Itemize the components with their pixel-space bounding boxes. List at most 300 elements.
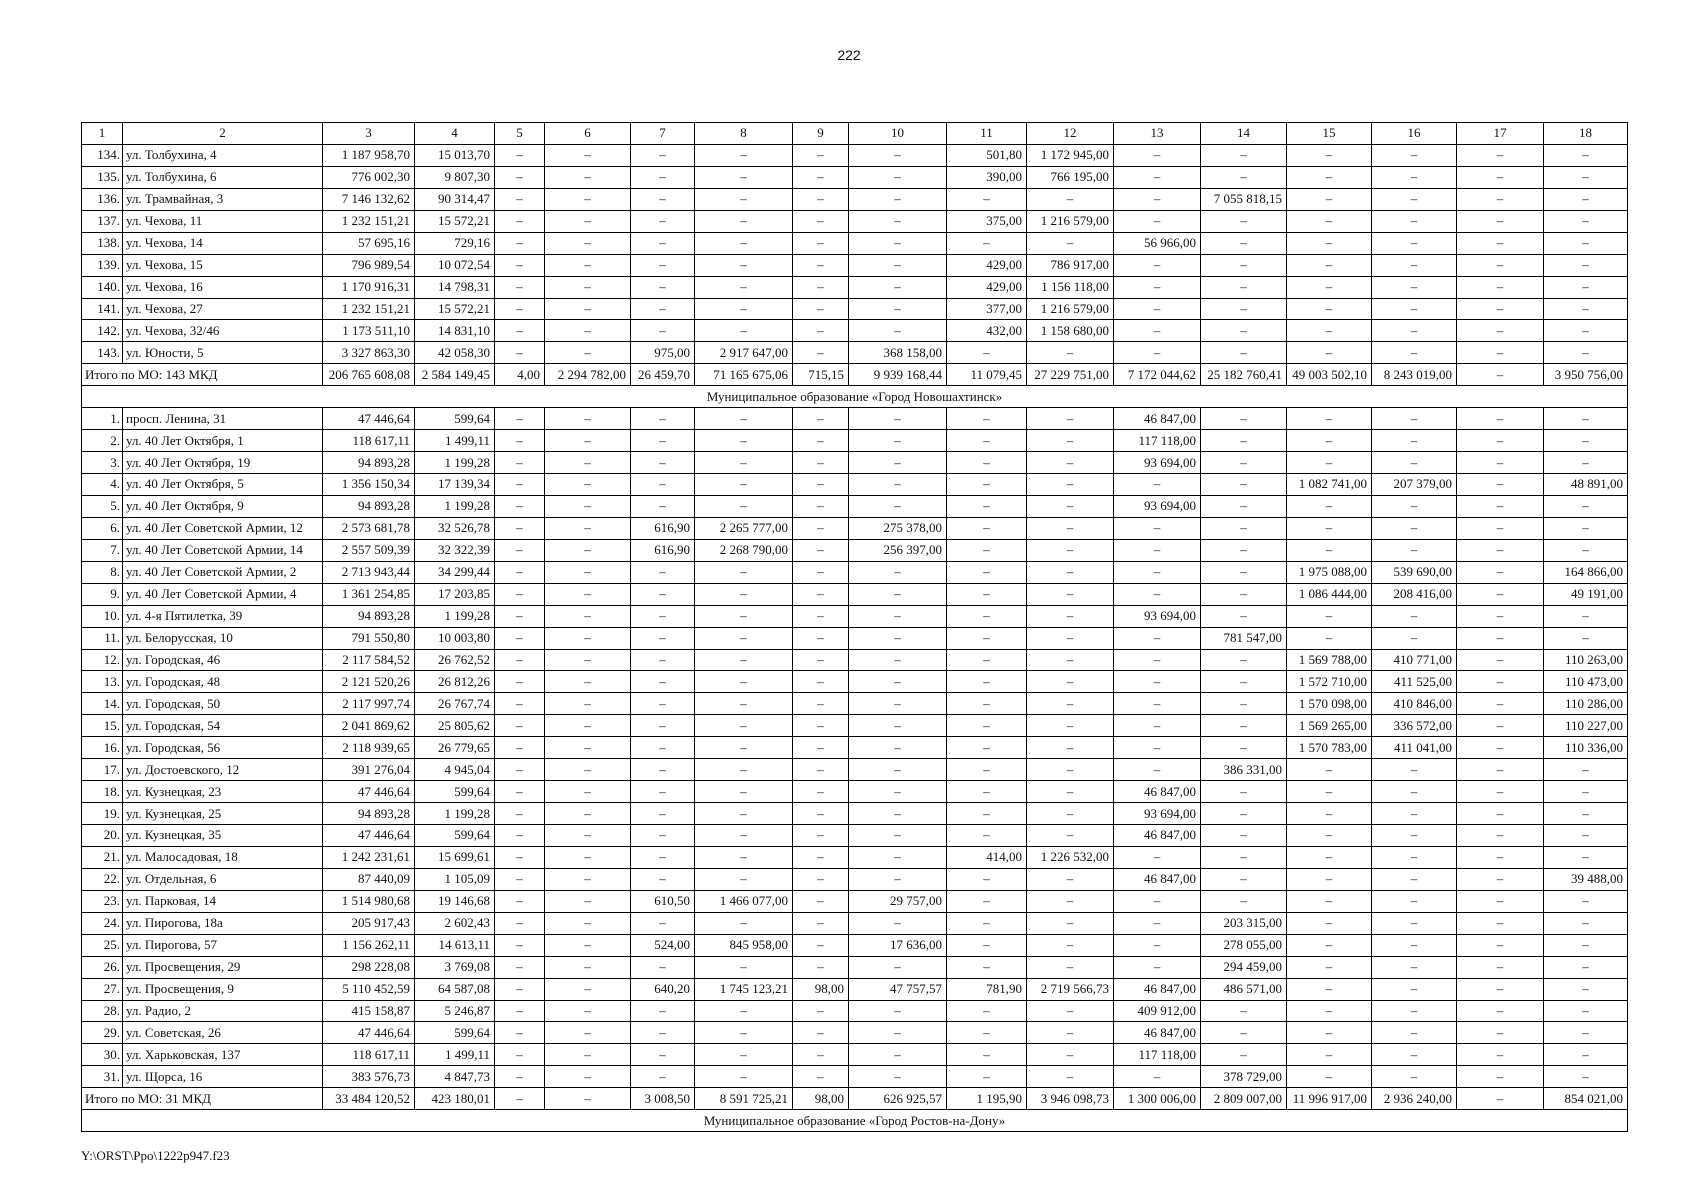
value-cell: – (495, 737, 545, 759)
value-cell: – (793, 627, 849, 649)
address-cell: ул. Щорса, 16 (123, 1066, 323, 1088)
value-cell: – (1114, 210, 1201, 232)
value-cell: – (947, 956, 1027, 978)
value-cell: 729,16 (415, 232, 495, 254)
value-cell: – (1201, 452, 1287, 474)
value-cell: – (545, 934, 631, 956)
row-number: 135. (82, 166, 123, 188)
table-row (82, 166, 1628, 188)
value-cell: – (1287, 408, 1372, 430)
value-cell: – (1372, 166, 1457, 188)
value-cell: – (947, 715, 1027, 737)
value-cell: – (1544, 1066, 1628, 1088)
value-cell: – (1201, 144, 1287, 166)
total-cell: 626 925,57 (849, 1088, 947, 1110)
value-cell: – (1457, 781, 1544, 803)
address-cell: ул. Чехова, 14 (123, 232, 323, 254)
section-row (82, 386, 1628, 408)
value-cell: – (545, 430, 631, 452)
value-cell: 786 917,00 (1027, 254, 1114, 276)
value-cell: – (695, 671, 793, 693)
value-cell: – (1201, 803, 1287, 825)
value-cell: – (947, 452, 1027, 474)
value-cell: – (1372, 320, 1457, 342)
value-cell: – (1372, 144, 1457, 166)
address-cell: ул. Просвещения, 29 (123, 956, 323, 978)
table-row (82, 803, 1628, 825)
value-cell: – (849, 166, 947, 188)
value-cell: 19 146,68 (415, 890, 495, 912)
table-row (82, 517, 1628, 539)
value-cell: – (793, 517, 849, 539)
value-cell: – (495, 956, 545, 978)
row-number: 17. (82, 759, 123, 781)
total-cell: 27 229 751,00 (1027, 364, 1114, 386)
value-cell: 1 156 118,00 (1027, 276, 1114, 298)
value-cell: – (545, 188, 631, 210)
row-number: 18. (82, 781, 123, 803)
value-cell: – (1027, 408, 1114, 430)
value-cell: – (947, 627, 1027, 649)
value-cell: – (1287, 956, 1372, 978)
value-cell: 1 242 231,61 (323, 846, 415, 868)
value-cell: – (793, 759, 849, 781)
value-cell: – (1457, 693, 1544, 715)
value-cell: – (849, 430, 947, 452)
total-cell: 2 294 782,00 (545, 364, 631, 386)
address-cell: ул. Просвещения, 9 (123, 978, 323, 1000)
value-cell: 25 805,62 (415, 715, 495, 737)
table-row (82, 912, 1628, 934)
header-row (82, 123, 1628, 145)
value-cell: – (695, 649, 793, 671)
value-cell: 781 547,00 (1201, 627, 1287, 649)
value-cell: – (793, 474, 849, 496)
value-cell: 1 232 151,21 (323, 298, 415, 320)
value-cell: – (947, 693, 1027, 715)
value-cell: – (1114, 671, 1201, 693)
value-cell: – (1287, 934, 1372, 956)
value-cell: – (545, 846, 631, 868)
address-cell: ул. Чехова, 27 (123, 298, 323, 320)
value-cell: 47 446,64 (323, 1022, 415, 1044)
table-row (82, 978, 1628, 1000)
row-number: 138. (82, 232, 123, 254)
value-cell: – (793, 430, 849, 452)
value-cell: – (1287, 825, 1372, 847)
value-cell: – (793, 320, 849, 342)
value-cell: – (793, 956, 849, 978)
value-cell: 203 315,00 (1201, 912, 1287, 934)
value-cell: – (695, 1000, 793, 1022)
value-cell: – (947, 781, 1027, 803)
value-cell: 791 550,80 (323, 627, 415, 649)
value-cell: – (1114, 890, 1201, 912)
value-cell: – (1544, 298, 1628, 320)
value-cell: 776 002,30 (323, 166, 415, 188)
value-cell: 1 199,28 (415, 495, 495, 517)
address-cell: ул. Пирогова, 18а (123, 912, 323, 934)
value-cell: – (1372, 188, 1457, 210)
value-cell: – (1114, 583, 1201, 605)
value-cell: – (1287, 605, 1372, 627)
value-cell: – (793, 890, 849, 912)
value-cell: – (695, 474, 793, 496)
address-cell: ул. Отдельная, 6 (123, 868, 323, 890)
total-cell: 1 300 006,00 (1114, 1088, 1201, 1110)
value-cell: – (1372, 846, 1457, 868)
value-cell: – (631, 474, 695, 496)
value-cell: – (631, 715, 695, 737)
row-number: 5. (82, 495, 123, 517)
table-row (82, 583, 1628, 605)
value-cell: 93 694,00 (1114, 495, 1201, 517)
value-cell: – (495, 188, 545, 210)
header-cell: 17 (1457, 123, 1544, 145)
value-cell: – (947, 1044, 1027, 1066)
value-cell: – (495, 1044, 545, 1066)
row-number: 141. (82, 298, 123, 320)
value-cell: – (1287, 188, 1372, 210)
value-cell: – (545, 803, 631, 825)
value-cell: – (1201, 693, 1287, 715)
value-cell: 429,00 (947, 276, 1027, 298)
value-cell: 1 356 150,34 (323, 474, 415, 496)
value-cell: 29 757,00 (849, 890, 947, 912)
value-cell: – (1544, 495, 1628, 517)
value-cell: – (695, 210, 793, 232)
address-cell: ул. Толбухина, 6 (123, 166, 323, 188)
value-cell: – (849, 649, 947, 671)
value-cell: 781,90 (947, 978, 1027, 1000)
value-cell: – (631, 693, 695, 715)
value-cell: 539 690,00 (1372, 561, 1457, 583)
value-cell: – (695, 868, 793, 890)
address-cell: ул. 40 Лет Октября, 9 (123, 495, 323, 517)
value-cell: – (495, 210, 545, 232)
value-cell: 486 571,00 (1201, 978, 1287, 1000)
value-cell: – (793, 737, 849, 759)
value-cell: – (947, 803, 1027, 825)
value-cell: – (849, 276, 947, 298)
value-cell: – (1457, 452, 1544, 474)
total-cell: 1 195,90 (947, 1088, 1027, 1110)
value-cell: – (1544, 1044, 1628, 1066)
value-cell: – (545, 166, 631, 188)
value-cell: – (1372, 605, 1457, 627)
value-cell: – (1372, 627, 1457, 649)
value-cell: 207 379,00 (1372, 474, 1457, 496)
value-cell: – (1114, 627, 1201, 649)
value-cell: 10 072,54 (415, 254, 495, 276)
value-cell: 205 917,43 (323, 912, 415, 934)
value-cell: – (1027, 737, 1114, 759)
value-cell: – (1544, 342, 1628, 364)
value-cell: 336 572,00 (1372, 715, 1457, 737)
value-cell: 383 576,73 (323, 1066, 415, 1088)
value-cell: – (631, 298, 695, 320)
value-cell: 94 893,28 (323, 803, 415, 825)
value-cell: – (695, 495, 793, 517)
value-cell: – (1027, 430, 1114, 452)
value-cell: – (631, 188, 695, 210)
value-cell: – (631, 737, 695, 759)
table-row (82, 934, 1628, 956)
value-cell: – (1287, 495, 1372, 517)
value-cell: – (495, 671, 545, 693)
header-cell: 18 (1544, 123, 1628, 145)
value-cell: – (1457, 408, 1544, 430)
value-cell: – (545, 452, 631, 474)
value-cell: 1 173 511,10 (323, 320, 415, 342)
table-row (82, 254, 1628, 276)
value-cell: – (1027, 912, 1114, 934)
value-cell: – (495, 276, 545, 298)
value-cell: 26 762,52 (415, 649, 495, 671)
value-cell: – (495, 1066, 545, 1088)
total-cell: – (1457, 364, 1544, 386)
value-cell: 87 440,09 (323, 868, 415, 890)
value-cell: 5 110 452,59 (323, 978, 415, 1000)
value-cell: – (495, 517, 545, 539)
value-cell: – (631, 561, 695, 583)
value-cell: – (545, 342, 631, 364)
value-cell: – (695, 605, 793, 627)
row-number: 16. (82, 737, 123, 759)
value-cell: – (1201, 846, 1287, 868)
value-cell: – (1114, 912, 1201, 934)
value-cell: – (495, 649, 545, 671)
value-cell: – (545, 276, 631, 298)
value-cell: 15 572,21 (415, 298, 495, 320)
value-cell: – (1372, 1022, 1457, 1044)
value-cell: 375,00 (947, 210, 1027, 232)
value-cell: 2 118 939,65 (323, 737, 415, 759)
value-cell: – (1372, 1044, 1457, 1066)
table-row (82, 671, 1628, 693)
row-number: 142. (82, 320, 123, 342)
value-cell: – (793, 803, 849, 825)
address-cell: ул. Кузнецкая, 23 (123, 781, 323, 803)
value-cell: – (1027, 693, 1114, 715)
value-cell: – (849, 956, 947, 978)
value-cell: – (1457, 430, 1544, 452)
address-cell: ул. 40 Лет Советской Армии, 14 (123, 539, 323, 561)
address-cell: ул. Толбухина, 4 (123, 144, 323, 166)
address-cell: ул. Городская, 56 (123, 737, 323, 759)
value-cell: – (849, 693, 947, 715)
value-cell: – (1372, 254, 1457, 276)
value-cell: – (1027, 517, 1114, 539)
value-cell: – (793, 210, 849, 232)
total-cell: 3 946 098,73 (1027, 1088, 1114, 1110)
section-title: Муниципальное образование «Город Новошахтинск» (82, 386, 1628, 408)
value-cell: – (793, 583, 849, 605)
value-cell: 46 847,00 (1114, 868, 1201, 890)
value-cell: – (793, 561, 849, 583)
value-cell: 411 041,00 (1372, 737, 1457, 759)
value-cell: – (545, 583, 631, 605)
value-cell: – (495, 430, 545, 452)
value-cell: – (695, 715, 793, 737)
value-cell: – (545, 320, 631, 342)
value-cell: – (631, 166, 695, 188)
value-cell: – (495, 934, 545, 956)
row-number: 31. (82, 1066, 123, 1088)
row-number: 140. (82, 276, 123, 298)
value-cell: 368 158,00 (849, 342, 947, 364)
value-cell: 32 322,39 (415, 539, 495, 561)
value-cell: – (1544, 539, 1628, 561)
value-cell: – (1287, 1022, 1372, 1044)
value-cell: – (793, 298, 849, 320)
value-cell: – (1114, 1066, 1201, 1088)
value-cell: – (1201, 210, 1287, 232)
value-cell: 34 299,44 (415, 561, 495, 583)
total-cell: 7 172 044,62 (1114, 364, 1201, 386)
value-cell: 766 195,00 (1027, 166, 1114, 188)
value-cell: – (1287, 803, 1372, 825)
total-cell: 423 180,01 (415, 1088, 495, 1110)
value-cell: – (695, 693, 793, 715)
value-cell: – (1372, 956, 1457, 978)
value-cell: – (495, 803, 545, 825)
value-cell: – (1201, 1000, 1287, 1022)
value-cell: – (1114, 956, 1201, 978)
value-cell: – (695, 232, 793, 254)
address-cell: ул. 40 Лет Советской Армии, 4 (123, 583, 323, 605)
table-row (82, 188, 1628, 210)
value-cell: 49 191,00 (1544, 583, 1628, 605)
value-cell: – (947, 342, 1027, 364)
address-cell: ул. Чехова, 16 (123, 276, 323, 298)
value-cell: 208 416,00 (1372, 583, 1457, 605)
value-cell: – (849, 408, 947, 430)
total-cell: 2 809 007,00 (1201, 1088, 1287, 1110)
table-row (82, 627, 1628, 649)
value-cell: – (1544, 912, 1628, 934)
value-cell: – (1457, 298, 1544, 320)
value-cell: – (1544, 846, 1628, 868)
value-cell: 7 055 818,15 (1201, 188, 1287, 210)
total-cell: 715,15 (793, 364, 849, 386)
value-cell: 2 117 997,74 (323, 693, 415, 715)
header-cell: 7 (631, 123, 695, 145)
value-cell: – (1544, 517, 1628, 539)
value-cell: – (1544, 254, 1628, 276)
header-cell: 15 (1287, 123, 1372, 145)
value-cell: – (495, 561, 545, 583)
total-cell: 11 079,45 (947, 364, 1027, 386)
value-cell: – (695, 1066, 793, 1088)
value-cell: – (793, 1022, 849, 1044)
value-cell: – (495, 715, 545, 737)
value-cell: – (793, 342, 849, 364)
row-number: 4. (82, 474, 123, 496)
value-cell: – (1201, 298, 1287, 320)
value-cell: – (1201, 474, 1287, 496)
section-title: Муниципальное образование «Город Ростов-на-Дону» (82, 1110, 1628, 1132)
value-cell: – (1544, 408, 1628, 430)
value-cell: – (849, 474, 947, 496)
total-row (82, 1088, 1628, 1110)
value-cell: – (631, 825, 695, 847)
value-cell: 47 446,64 (323, 408, 415, 430)
table-row (82, 210, 1628, 232)
value-cell: – (1544, 759, 1628, 781)
value-cell: 56 966,00 (1114, 232, 1201, 254)
value-cell: 1 466 077,00 (695, 890, 793, 912)
value-cell: – (1114, 342, 1201, 364)
value-cell: 48 891,00 (1544, 474, 1628, 496)
value-cell: – (495, 978, 545, 1000)
value-cell: – (1027, 825, 1114, 847)
value-cell: – (495, 232, 545, 254)
value-cell: – (695, 759, 793, 781)
value-cell: – (631, 671, 695, 693)
value-cell: – (631, 605, 695, 627)
table-row (82, 737, 1628, 759)
address-cell: ул. Городская, 48 (123, 671, 323, 693)
value-cell: – (631, 583, 695, 605)
total-cell: 206 765 608,08 (323, 364, 415, 386)
value-cell: 90 314,47 (415, 188, 495, 210)
row-number: 30. (82, 1044, 123, 1066)
value-cell: – (793, 452, 849, 474)
value-cell: 410 846,00 (1372, 693, 1457, 715)
value-cell: – (1287, 342, 1372, 364)
value-cell: – (695, 298, 793, 320)
value-cell: – (849, 298, 947, 320)
value-cell: – (1027, 583, 1114, 605)
value-cell: – (947, 671, 1027, 693)
value-cell: – (1544, 452, 1628, 474)
table-row (82, 649, 1628, 671)
row-number: 9. (82, 583, 123, 605)
header-cell: 6 (545, 123, 631, 145)
value-cell: – (849, 912, 947, 934)
value-cell: – (1287, 759, 1372, 781)
value-cell: – (1544, 188, 1628, 210)
value-cell: 256 397,00 (849, 539, 947, 561)
value-cell: – (1457, 759, 1544, 781)
value-cell: – (1372, 759, 1457, 781)
value-cell: – (495, 605, 545, 627)
value-cell: 2 557 509,39 (323, 539, 415, 561)
value-cell: – (793, 1066, 849, 1088)
value-cell: 110 263,00 (1544, 649, 1628, 671)
header-cell: 2 (123, 123, 323, 145)
value-cell: – (793, 232, 849, 254)
value-cell: 17 203,85 (415, 583, 495, 605)
value-cell: – (793, 1000, 849, 1022)
value-cell: – (1114, 320, 1201, 342)
value-cell: – (695, 188, 793, 210)
table-row (82, 781, 1628, 803)
row-number: 2. (82, 430, 123, 452)
address-cell: ул. Достоевского, 12 (123, 759, 323, 781)
value-cell: – (1201, 781, 1287, 803)
value-cell: – (545, 1022, 631, 1044)
value-cell: 411 525,00 (1372, 671, 1457, 693)
value-cell: 14 798,31 (415, 276, 495, 298)
total-cell: 3 950 756,00 (1544, 364, 1628, 386)
value-cell: 2 602,43 (415, 912, 495, 934)
value-cell: – (1114, 254, 1201, 276)
table-row (82, 605, 1628, 627)
value-cell: – (695, 1022, 793, 1044)
total-cell: 4,00 (495, 364, 545, 386)
